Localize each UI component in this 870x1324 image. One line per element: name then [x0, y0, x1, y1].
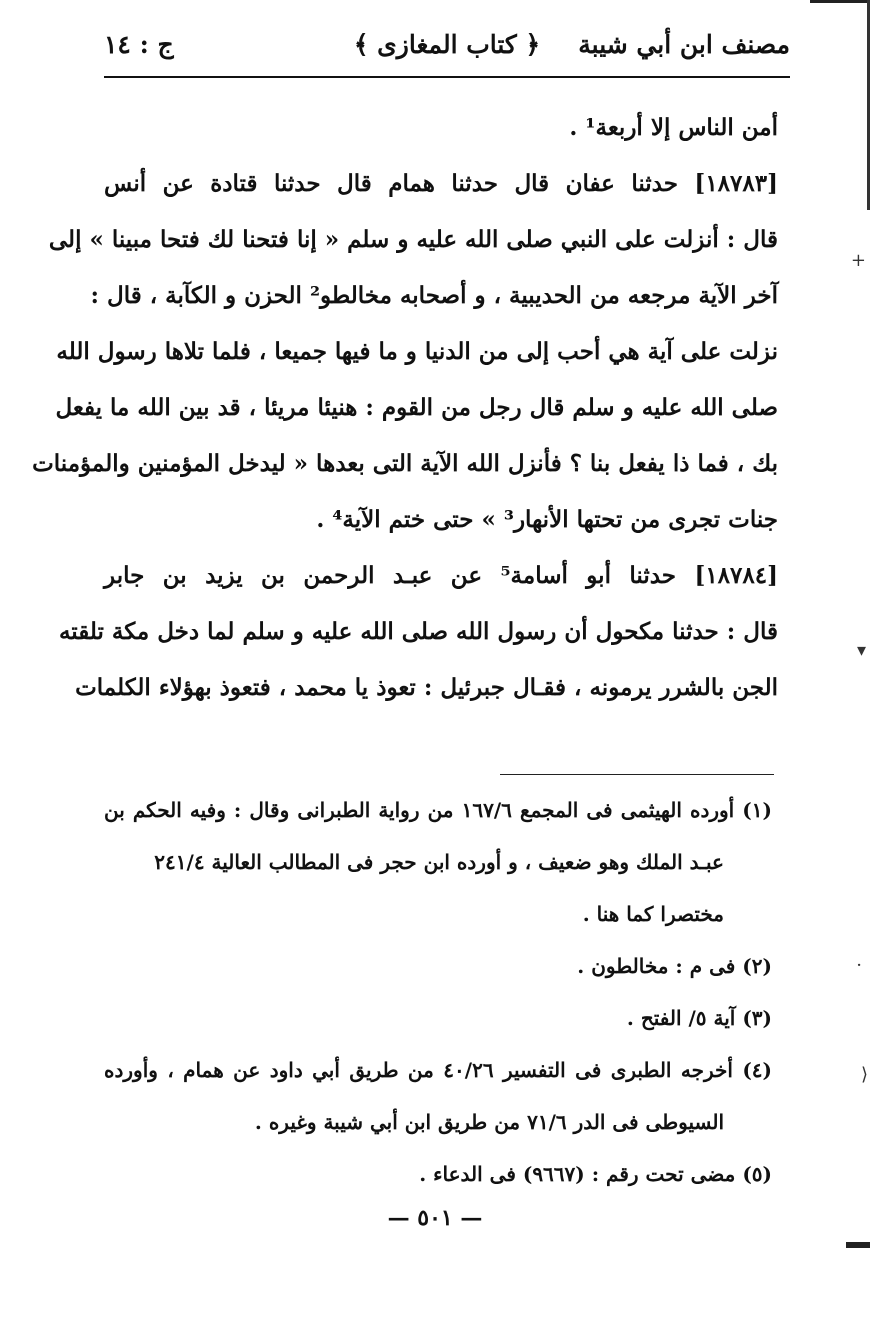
text-line: آخر الآية مرجعه من الحديبية ، و أصحابه مخالطو² الحزن و الكآبة ، قال :: [90, 282, 778, 309]
footnote-1-cont: مختصرا كما هنا .: [582, 902, 724, 926]
footnote-5: (٥) مضى تحت رقم : (٩٦٦٧) فى الدعاء .: [419, 1162, 772, 1186]
footnote-1-cont: عبـد الملك وهو ضعيف ، و أورده ابن حجر فى المطالب العالية ٢٤١/٤: [154, 850, 724, 874]
footnote-2: (٢) فى م : مخالطون .: [577, 954, 772, 978]
margin-mark: ▾: [856, 640, 866, 661]
footnote-divider: [500, 774, 774, 775]
margin-mark: ·: [856, 955, 862, 976]
scan-edge-top: [810, 0, 870, 3]
footnote-1: (١) أورده الهيثمى فى المجمع ١٦٧/٦ من رواية الطبرانى وقال : وفيه الحكم بن: [104, 798, 772, 822]
volume-label: ج : ١٤: [104, 30, 174, 59]
page-number: — ٥٠١ —: [387, 1205, 483, 1231]
book-title: مصنف ابن أبي شيبة: [578, 30, 790, 59]
chapter-title: ﴿ كتاب المغازى ﴾: [353, 30, 541, 59]
footnote-4-cont: السيوطى فى الدر ٧١/٦ من طريق ابن أبي شيبة وغيره .: [254, 1110, 724, 1134]
text-line: جنات تجرى من تحتها الأنهار³ » حتى ختم الآية⁴ .: [316, 506, 778, 533]
text-line: أمن الناس إلا أربعة¹ .: [569, 114, 778, 141]
text-line: بك ، فما ذا يفعل بنا ؟ فأنزل الله الآية التى بعدها « ليدخل المؤمنين والمؤمنات: [32, 450, 778, 477]
text-line: قال : حدثنا مكحول أن رسول الله صلى الله عليه و سلم لما دخل مكة تلقته: [58, 618, 778, 645]
running-header: [104, 22, 790, 72]
hadith-18783-start: [١٨٧٨٣] حدثنا عفان قال حدثنا همام قال حدثنا قتادة عن أنس: [104, 170, 778, 197]
scan-edge-mark: [846, 1242, 870, 1248]
header-divider: [104, 76, 790, 78]
text-line: نزلت على آية هي أحب إلى من الدنيا و ما فيها جميعا ، فلما تلاها رسول الله: [56, 338, 778, 365]
margin-mark: ⟩: [860, 1064, 868, 1085]
margin-mark: +: [850, 250, 866, 271]
hadith-18784-start: [١٨٧٨٤] حدثنا أبو أسامة⁵ عن عبـد الرحمن بن يزيد بن جابر: [104, 562, 778, 589]
footnote-4: (٤) أخرجه الطبرى فى التفسير ٤٠/٢٦ من طريق أبي داود عن همام ، وأورده: [104, 1058, 773, 1082]
main-text: [32, 100, 778, 716]
text-line: قال : أنزلت على النبي صلى الله عليه و سلم « إنا فتحنا لك فتحا مبينا » إلى: [48, 226, 778, 253]
text-line: صلى الله عليه و سلم قال رجل من القوم : هنيئا مريئا ، قد بين الله ما يفعل: [55, 394, 778, 421]
footnotes: [104, 784, 772, 1200]
footnote-3: (٣) آية ٥/ الفتح .: [626, 1006, 772, 1030]
text-line: الجن بالشرر يرمونه ، فقـال جبرئيل : تعوذ يا محمد ، فتعوذ بهؤلاء الكلمات: [75, 674, 778, 701]
